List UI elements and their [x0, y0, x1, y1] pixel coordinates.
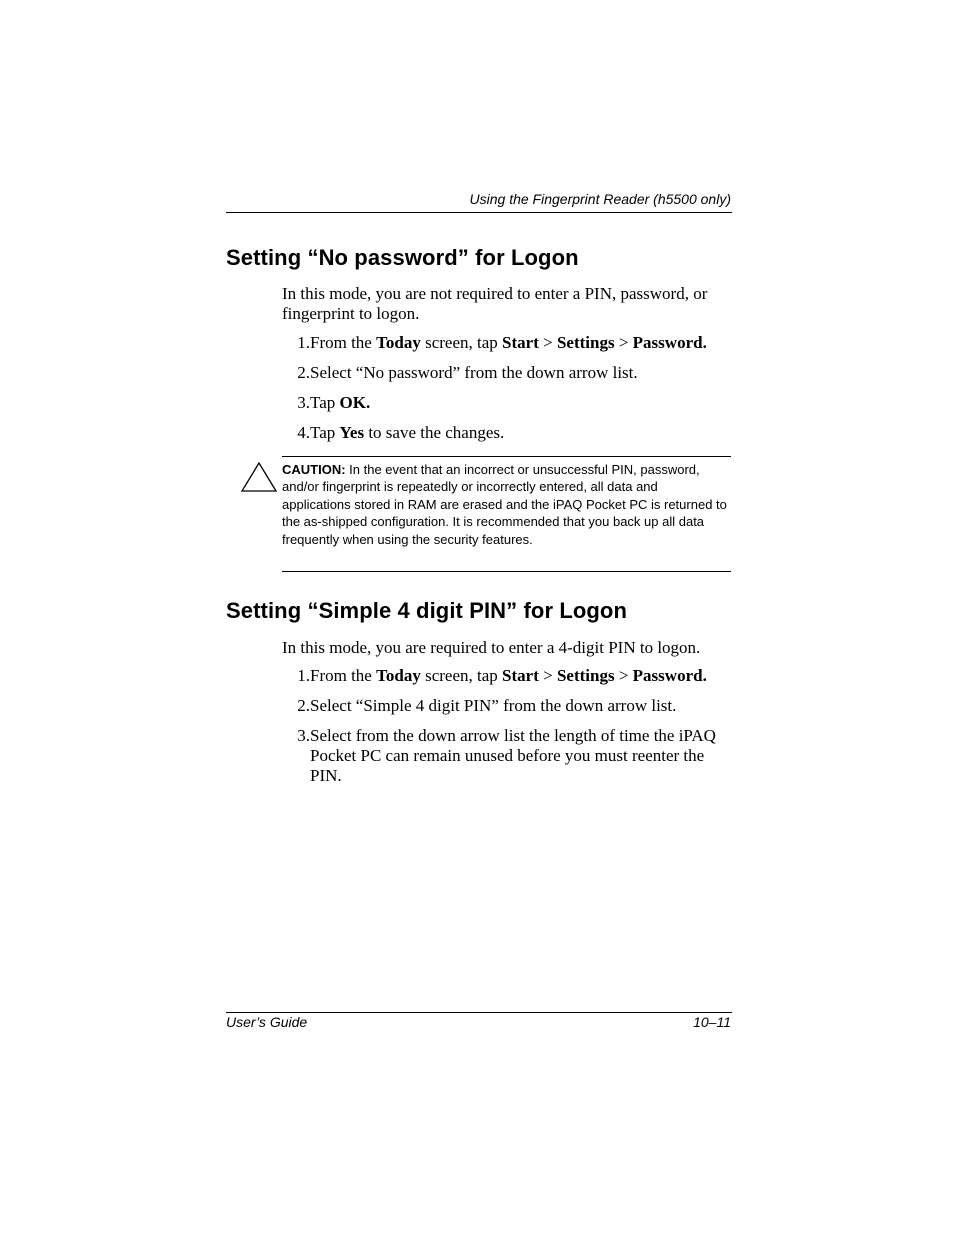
step-text: Select “Simple 4 digit PIN” from the down arrow list.: [310, 696, 677, 715]
list-item: [282, 333, 732, 353]
step-text: From the Today screen, tap Start > Settings > Password.: [310, 666, 707, 685]
page-number: 10–11: [693, 1014, 731, 1030]
header-rule: [226, 212, 732, 213]
section-heading-no-password: Setting “No password” for Logon: [226, 245, 579, 270]
step-number: 4.: [297, 423, 310, 442]
caution-label: CAUTION:: [282, 462, 346, 477]
list-item: [282, 423, 732, 443]
caution-top-rule: [282, 456, 731, 457]
list-item: [282, 363, 732, 383]
footer-rule: [226, 1012, 732, 1013]
footer-guide-title: User’s Guide: [226, 1014, 308, 1030]
step-text: From the Today screen, tap Start > Settings > Password.: [310, 333, 707, 352]
step-number: 1.: [297, 333, 310, 352]
step-text: Select “No password” from the down arrow list.: [310, 363, 638, 382]
list-item: [282, 726, 732, 785]
step-text: Tap OK.: [310, 393, 371, 412]
caution-bottom-rule: [282, 571, 731, 572]
list-item: [282, 666, 732, 686]
step-text: Tap Yes to save the changes.: [310, 423, 505, 442]
caution-body: In the event that an incorrect or unsuccessful PIN, password, and/or fingerprint is repeatedly or incorrectly entered, all data and applications stored in RAM are erased and the iPAQ Pocket PC is returned to the as-shipped configuration. It is recommended that you back up all data frequently when using the security features.: [282, 462, 727, 547]
caution-note: [282, 461, 727, 548]
list-item: [282, 393, 732, 413]
section-intro: In this mode, you are required to enter a 4-digit PIN to logon.: [282, 638, 701, 657]
list-item: [282, 696, 732, 716]
step-number: 3.: [297, 726, 310, 745]
step-number: 2.: [297, 363, 310, 382]
step-text: Select from the down arrow list the length of time the iPAQ Pocket PC can remain unused before you must reenter the PIN.: [310, 726, 716, 785]
step-number: 2.: [297, 696, 310, 715]
step-number: 1.: [297, 666, 310, 685]
section-heading-simple-pin: Setting “Simple 4 digit PIN” for Logon: [226, 598, 628, 623]
step-number: 3.: [297, 393, 310, 412]
running-header: Using the Fingerprint Reader (h5500 only): [469, 191, 731, 207]
section-intro: In this mode, you are not required to enter a PIN, password, or fingerprint to logon.: [282, 284, 708, 323]
caution-triangle-icon: [241, 462, 277, 492]
